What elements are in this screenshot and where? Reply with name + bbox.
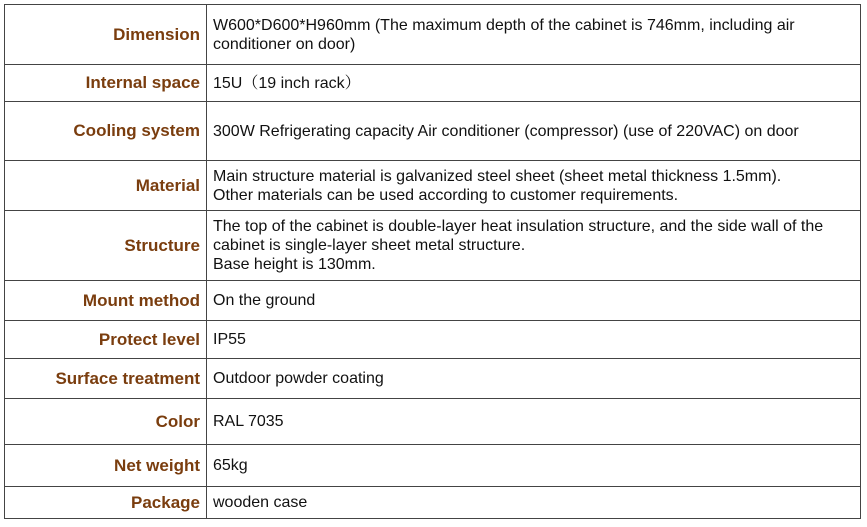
row-label: Material bbox=[5, 161, 207, 211]
table-row bbox=[5, 399, 861, 445]
table-row bbox=[5, 65, 861, 102]
row-value: 65kg bbox=[207, 445, 861, 487]
row-value: The top of the cabinet is double-layer heat insulation structure, and the side wall of the cabinet is single-layer sheet metal structure. Base height is 130mm. bbox=[207, 211, 861, 281]
row-label: Dimension bbox=[5, 5, 207, 65]
row-label: Package bbox=[5, 487, 207, 519]
table-row bbox=[5, 321, 861, 359]
table-row bbox=[5, 211, 861, 281]
table-row bbox=[5, 487, 861, 519]
row-label: Protect level bbox=[5, 321, 207, 359]
row-value: RAL 7035 bbox=[207, 399, 861, 445]
row-label: Net weight bbox=[5, 445, 207, 487]
row-value: 15U（19 inch rack） bbox=[207, 65, 861, 102]
row-label: Cooling system bbox=[5, 102, 207, 161]
row-label: Surface treatment bbox=[5, 359, 207, 399]
row-value: 300W Refrigerating capacity Air conditioner (compressor) (use of 220VAC) on door bbox=[207, 102, 861, 161]
row-value: W600*D600*H960mm (The maximum depth of the cabinet is 746mm, including air conditioner on door) bbox=[207, 5, 861, 65]
row-value: wooden case bbox=[207, 487, 861, 519]
row-label: Structure bbox=[5, 211, 207, 281]
row-value: Outdoor powder coating bbox=[207, 359, 861, 399]
row-value: IP55 bbox=[207, 321, 861, 359]
spec-table bbox=[4, 4, 861, 519]
row-value: On the ground bbox=[207, 281, 861, 321]
row-value: Main structure material is galvanized steel sheet (sheet metal thickness 1.5mm). Other materials can be used according to customer requirements. bbox=[207, 161, 861, 211]
table-row bbox=[5, 359, 861, 399]
table-row bbox=[5, 5, 861, 65]
table-row bbox=[5, 102, 861, 161]
row-label: Mount method bbox=[5, 281, 207, 321]
row-label: Internal space bbox=[5, 65, 207, 102]
table-row bbox=[5, 445, 861, 487]
table-row bbox=[5, 281, 861, 321]
row-label: Color bbox=[5, 399, 207, 445]
table-row bbox=[5, 161, 861, 211]
